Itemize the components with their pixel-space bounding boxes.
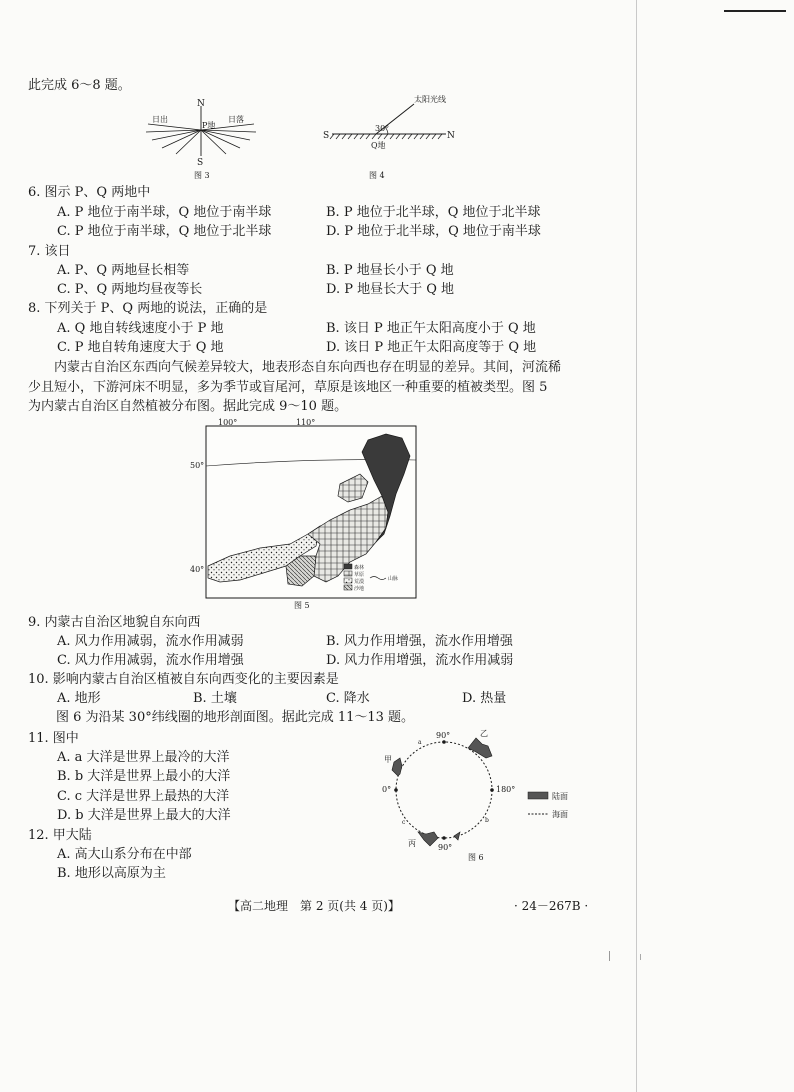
q6-option-b: B. P 地位于北半球，Q 地位于北半球 xyxy=(326,205,541,220)
footer-exam-code: · 24－267B · xyxy=(514,899,589,913)
footer-page-info: 【高二地理 第 2 页(共 4 页)】 xyxy=(228,899,400,913)
passage-9-10: 内蒙古自治区东西向气候差异较大，地表形态自东向西也存在明显的差异。其间，河流稀少且短小，下游河床不明显，多为季节或盲尾河，草原是该地区一种重要的植被类型。图 5 为内蒙古自治区自然植被分布图。据此完成 9～10 题。 xyxy=(28,360,562,414)
fold-line xyxy=(636,0,637,1092)
fig6-label-c: c xyxy=(402,819,406,826)
fig5-lon-100: 100° xyxy=(218,418,238,427)
passage-11-13: 图 6 为沿某 30°纬线圈的地形剖面图。据此完成 11～13 题。 xyxy=(56,710,415,725)
fig5-lon-110: 110° xyxy=(296,418,316,427)
intro-line: 此完成 6～8 题。 xyxy=(28,78,131,93)
q8-stem: 8. 下列关于 P、Q 两地的说法，正确的是 xyxy=(28,301,268,316)
figure-5-map xyxy=(190,416,430,612)
fig4-sunlight: 太阳光线 xyxy=(414,95,446,104)
fig6-continent-bing xyxy=(418,832,438,846)
figure-3 xyxy=(138,98,278,182)
fig5-legend-grass: 草原 xyxy=(354,572,365,578)
q9-option-a: A. 风力作用减弱，流水作用减弱 xyxy=(57,634,244,649)
q11-option-d: D. b 大洋是世界上最大的大洋 xyxy=(57,808,231,823)
fig6-caption: 图 6 xyxy=(468,853,484,862)
q10-option-c: C. 降水 xyxy=(326,691,370,706)
fig4-point: Q地 xyxy=(371,141,386,150)
q12-option-a: A. 高大山系分布在中部 xyxy=(57,847,192,862)
fig6-label-jia: 甲 xyxy=(384,755,392,764)
fig5-caption: 图 5 xyxy=(294,601,310,610)
q11-option-c: C. c 大洋是世界上最热的大洋 xyxy=(57,789,230,804)
fig6-label-a: a xyxy=(418,739,422,746)
fig5-lat-40: 40° xyxy=(190,565,205,574)
scan-mark xyxy=(609,951,610,961)
q7-option-b: B. P 地昼长小于 Q 地 xyxy=(326,263,454,278)
q9-option-c: C. 风力作用减弱，流水作用增强 xyxy=(57,653,244,668)
fig4-caption: 图 4 xyxy=(369,171,385,180)
fig5-legend-desert: 荒漠 xyxy=(354,579,365,585)
q10-option-b: B. 土壤 xyxy=(193,691,237,706)
q7-option-a: A. P、Q 两地昼长相等 xyxy=(57,263,190,278)
q8-option-a: A. Q 地自转线速度小于 P 地 xyxy=(57,321,224,336)
fig3-sunrise: 日出 xyxy=(152,115,168,124)
figure-4 xyxy=(318,88,468,182)
fig6-continent-yi xyxy=(468,738,492,758)
q6-option-c: C. P 地位于南半球，Q 地位于北半球 xyxy=(57,224,272,239)
fig5-lat-50: 50° xyxy=(190,461,205,470)
q12-option-b: B. 地形以高原为主 xyxy=(57,866,166,881)
q11-stem: 11. 图中 xyxy=(28,731,79,746)
fig6-label-b: b xyxy=(485,817,489,824)
fig6-label-bottom: 90° xyxy=(438,843,453,852)
q6-option-a: A. P 地位于南半球，Q 地位于南半球 xyxy=(57,205,272,220)
fig5-legend-mountain: 山脉 xyxy=(388,576,399,582)
q10-option-d: D. 热量 xyxy=(462,691,507,706)
q6-stem: 6. 图示 P、Q 两地中 xyxy=(28,185,151,200)
fig6-label-left: 0° xyxy=(382,785,392,794)
q7-stem: 7. 该日 xyxy=(28,244,71,259)
q9-option-b: B. 风力作用增强，流水作用增强 xyxy=(326,634,513,649)
fig6-label-right: 180° xyxy=(496,785,516,794)
q7-option-c: C. P、Q 两地均昼夜等长 xyxy=(57,282,203,297)
fig4-s: S xyxy=(323,131,330,141)
q10-option-a: A. 地形 xyxy=(57,691,101,706)
scan-mark xyxy=(640,954,641,960)
fig4-n: N xyxy=(447,131,455,141)
fig3-s: S xyxy=(197,158,204,168)
q11-option-b: B. b 大洋是世界上最小的大洋 xyxy=(57,769,231,784)
fig5-legend-forest: 森林 xyxy=(354,565,365,571)
fig6-label-yi: 乙 xyxy=(480,729,488,738)
top-rule xyxy=(724,10,786,12)
fig6-legend-land: 陆面 xyxy=(552,792,568,801)
fig5-legend-sand: 沙地 xyxy=(354,586,365,592)
q10-stem: 10. 影响内蒙古自治区植被自东向西变化的主要因素是 xyxy=(28,672,339,687)
fig6-legend-sea: 海面 xyxy=(552,810,568,819)
fig4-angle: 30° xyxy=(375,124,390,133)
q7-option-d: D. P 地昼长大于 Q 地 xyxy=(326,282,455,297)
fig3-caption: 图 3 xyxy=(194,171,210,180)
figure-6 xyxy=(372,726,584,864)
fig6-label-top: 90° xyxy=(436,731,451,740)
fig3-sunset: 日落 xyxy=(228,115,244,124)
q8-option-b: B. 该日 P 地正午太阳高度小于 Q 地 xyxy=(326,321,536,336)
q8-option-c: C. P 地自转角速度大于 Q 地 xyxy=(57,340,224,355)
q9-stem: 9. 内蒙古自治区地貌自东向西 xyxy=(28,615,201,630)
fig3-n: N xyxy=(197,99,205,109)
fig3-point: P地 xyxy=(202,121,216,130)
fig6-label-bing: 丙 xyxy=(408,839,416,848)
q9-option-d: D. 风力作用增强，流水作用减弱 xyxy=(326,653,514,668)
q12-stem: 12. 甲大陆 xyxy=(28,828,92,843)
q11-option-a: A. a 大洋是世界上最冷的大洋 xyxy=(57,750,230,765)
q6-option-d: D. P 地位于北半球，Q 地位于南半球 xyxy=(326,224,541,239)
q8-option-d: D. 该日 P 地正午太阳高度等于 Q 地 xyxy=(326,340,537,355)
fig6-continent-jia xyxy=(392,758,402,776)
